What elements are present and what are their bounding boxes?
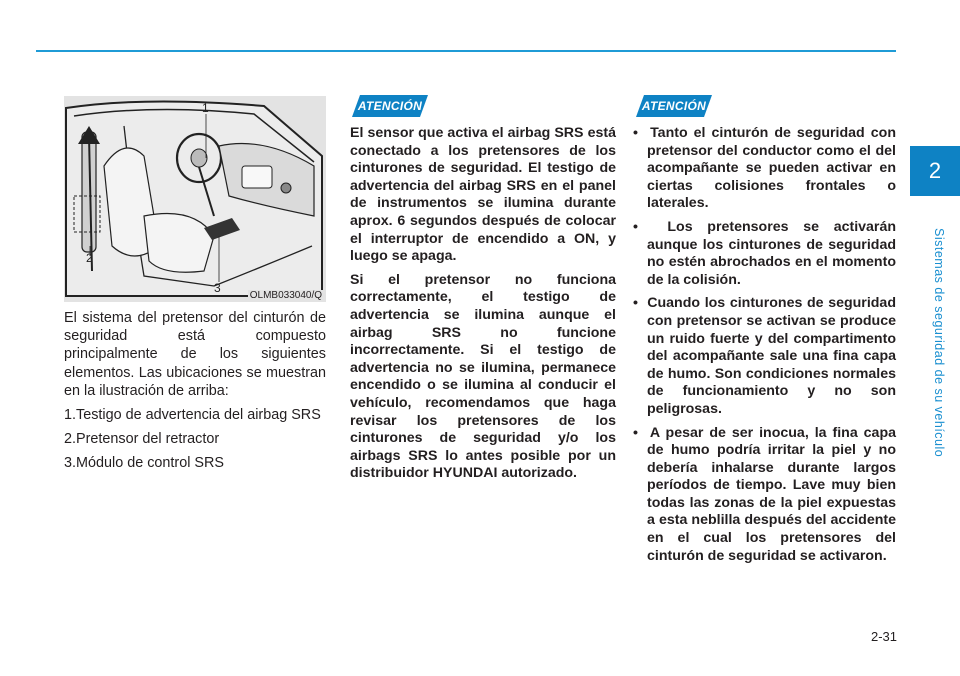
bullet-dot: • bbox=[633, 125, 638, 141]
header-rule bbox=[36, 50, 896, 52]
bullet-item bbox=[633, 219, 896, 289]
list-item: 2.Pretensor del retractor bbox=[64, 431, 220, 448]
bullet-dot: • bbox=[633, 218, 638, 235]
bullet-dot: • bbox=[633, 295, 638, 312]
figure-code: OLMB033040/Q bbox=[249, 290, 322, 301]
attention-paragraph: Si el pretensor no funciona correctamente, el testigo de advertencia se ilumina aunque el airbag SRS no funcione incorrectamente. Si el testigo de advertencia no se ilumina, permanece encendido o se ilumina al conducir el vehículo, recomendamos que haga revisar los pretensores de los cinturones de seguridad y/o los airbags SRS lo antes posible por un distribuidor HYUNDAI autorizado. bbox=[350, 271, 616, 482]
bullet-item bbox=[633, 425, 896, 566]
attention-badge-label: ATENCIÓN bbox=[357, 99, 423, 113]
bullet-text: Los pretensores se activarán aunque los cinturones de seguridad no estén abrochados en el momento de la colisión. bbox=[647, 218, 896, 288]
car-interior-drawing bbox=[64, 96, 326, 302]
chapter-number: 2 bbox=[928, 158, 942, 183]
callout-1: 1 bbox=[202, 101, 209, 115]
list-item: 1.Testigo de advertencia del airbag SRS bbox=[64, 407, 321, 424]
bullet-text: Tanto el cinturón de seguridad con pretensor del conductor como el del acompañante se pueden activar en ciertas colisiones frontales o laterales. bbox=[647, 125, 896, 212]
page-number: 2-31 bbox=[870, 629, 897, 644]
list-item: 3.Módulo de control SRS bbox=[64, 455, 224, 472]
attention-column-2 bbox=[633, 125, 896, 571]
attention-paragraph: El sensor que activa el airbag SRS está conectado a los pretensores de los cinturones de seguridad. El testigo de advertencia del airbag SRS en el panel de instrumentos se ilumina durante aprox. 6 segundos después de colocar el interruptor de encendido a ON, y luego se apaga. bbox=[350, 125, 616, 265]
callout-2: 2 bbox=[86, 251, 93, 265]
bullet-text: Cuando los cinturones de seguridad con pretensor se activan se produce un ruido fuerte y del compartimento del acompañante sale una fina capa de humo. Son condiciones normales de funcionamiento y no son peligrosas. bbox=[647, 295, 896, 417]
bullet-item bbox=[633, 125, 896, 213]
intro-paragraph: El sistema del pretensor del cinturón de seguridad está compuesto principalmente de los siguientes elementos. Las ubicaciones se muestran en la ilustración de arriba: bbox=[64, 310, 326, 399]
seatbelt-pretensioner-illustration bbox=[64, 96, 326, 302]
attention-column-1 bbox=[350, 125, 616, 489]
intro-column bbox=[64, 309, 326, 479]
callout-3: 3 bbox=[214, 281, 221, 295]
attention-badge-label: ATENCIÓN bbox=[641, 99, 707, 113]
bullet-text: A pesar de ser inocua, la fina capa de humo podría irritar la piel y no debería inhalarse durante largos períodos de tiempo. Lave muy bien todas las zonas de la piel expuestas a esta neblilla después del accidente en el cual los pretensores del cinturón de seguridad se activaron. bbox=[647, 424, 896, 564]
bullet-dot: • bbox=[633, 424, 638, 441]
bullet-item bbox=[633, 295, 896, 418]
attention-badge bbox=[636, 95, 712, 117]
chapter-title: Sistemas de seguridad de su vehículo bbox=[932, 228, 946, 458]
chapter-tab bbox=[910, 146, 960, 196]
attention-badge bbox=[352, 95, 428, 117]
